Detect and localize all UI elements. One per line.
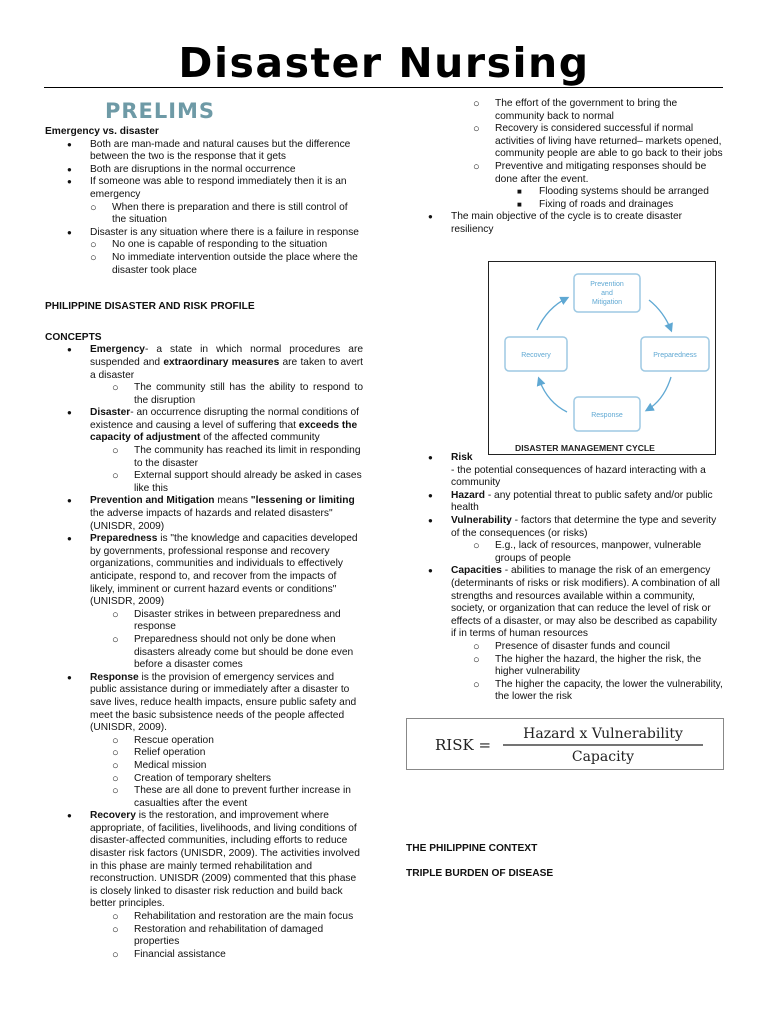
sub-list xyxy=(112,609,363,672)
list-item: ■ Fixing of roads and drainages xyxy=(517,199,724,212)
triple-burden-heading: TRIPLE BURDEN OF DISEASE xyxy=(406,868,554,879)
definition-vulnerability: ● Vulnerability - factors that determine the type and severity of the consequences (or risks) ○ E.g., lack of resources, manpower, vulnerable groups of people xyxy=(406,515,724,565)
sub-sub-list xyxy=(517,186,724,211)
formula-denominator: Capacity xyxy=(571,749,635,765)
sub-list xyxy=(473,641,724,704)
emergency-vs-disaster-list xyxy=(45,139,363,278)
cycle-arrow xyxy=(539,379,567,412)
risk-formula xyxy=(406,718,724,770)
definition-hazard: ● Hazard - any potential threat to public safety and/or public health xyxy=(406,490,724,515)
concept-disaster: ● Disaster- an occurrence disrupting the normal conditions of existence and causing a level of suffering that exceeds the capacity of adjustment of the affected community ○ The community has reached its limit in responding to the disaster ○ External support should already be asked in cases like this xyxy=(45,407,363,495)
right-column-definitions xyxy=(406,452,724,704)
sub-list xyxy=(112,382,363,407)
cycle-arrow xyxy=(647,377,671,410)
list-item: ○ Medical mission xyxy=(112,760,363,773)
definition-capacities: ● Capacities - abilities to manage the risk of an emergency (determinants of risks or risk modifiers). A combination of all strengths and resources available within a community, society, or organization that can reduce the level of risk or effects of a disaster, or may also be described as capability if in terms of human resources ○ Presence of disaster funds and council ○ The higher the hazard, the higher the risk, the higher vulnerability ○ The higher the capacity, the lower the vulnerability, the lower the risk xyxy=(406,565,724,704)
list-item: ○ These are all done to prevent further increase in casualties after the event xyxy=(112,785,363,810)
cycle-label-preparedness: Preparedness xyxy=(653,352,697,359)
formula-lhs: RISK = xyxy=(435,736,492,754)
list-item: ○ E.g., lack of resources, manpower, vulnerable groups of people xyxy=(473,540,724,565)
list-item: ● If someone was able to respond immediately then it is an emergency ○ When there is preparation and there is still control of the situation xyxy=(45,176,363,226)
concept-emergency: ● Emergency- a state in which normal procedures are suspended and extraordinary measures are taken to avert a disaster ○ The community still has the ability to respond to the disruption xyxy=(45,344,363,407)
cycle-arrow xyxy=(537,298,567,330)
list-item: ○ The higher the hazard, the higher the risk, the higher vulnerability xyxy=(473,654,724,679)
list-item: ○ The higher the capacity, the lower the vulnerability, the lower the risk xyxy=(473,679,724,704)
list-item: ○ The community has reached its limit in responding to the disaster xyxy=(112,445,363,470)
formula-numerator: Hazard x Vulnerability xyxy=(523,726,683,742)
document-title: Disaster Nursing xyxy=(178,39,590,87)
list-item: ○ Restoration and rehabilitation of damaged properties xyxy=(112,924,363,949)
title-divider xyxy=(44,87,723,88)
list-item: ○ When there is preparation and there is still control of the situation xyxy=(90,202,363,227)
list-item: ○ Financial assistance xyxy=(112,949,363,962)
cycle-label-recovery: Recovery xyxy=(521,352,551,359)
list-item: ○ No immediate intervention outside the place where the disaster took place xyxy=(90,252,363,277)
list-item: ■ Flooding systems should be arranged xyxy=(517,186,724,199)
objective-list xyxy=(406,211,724,236)
list-item: ○ External support should already be asked in cases like this xyxy=(112,470,363,495)
right-column-top xyxy=(406,98,724,237)
list-item: ○ The effort of the government to bring the community back to normal xyxy=(473,98,724,123)
list-item: ○ No one is capable of responding to the situation xyxy=(90,239,363,252)
cycle-caption: DISASTER MANAGEMENT CYCLE xyxy=(515,443,655,453)
list-item: ○ The community still has the ability to respond to the disruption xyxy=(112,382,363,407)
list-item: ● Both are man-made and natural causes but the difference between the two is the response that it gets xyxy=(45,139,363,164)
sub-list xyxy=(112,911,363,961)
cycle-svg xyxy=(489,262,715,454)
list-item: ○ Recovery is considered successful if normal activities of living have returned– markets opened, community people are able to go back to their jobs xyxy=(473,123,724,161)
cycle-label-prevention: Mitigation xyxy=(592,299,622,306)
cycle-arrow xyxy=(649,300,671,330)
concept-recovery: ● Recovery is the restoration, and improvement where appropriate, of facilities, livelihoods, and living conditions of disaster-affected communities, including efforts to reduce disaster risk factors (UNISDR, 2009). The activities involved in this phase are mainly termed rehabilitation and reconstruction. UNISDR (2009) commented that this phase is closely linked to disaster risk reduction and build back better principles. ○ Rehabilitation and restoration are the main focus ○ Restoration and rehabilitation of damaged properties ○ Financial assistance xyxy=(45,810,363,961)
concept-preparedness: ● Preparedness is "the knowledge and capacities developed by governments, professional response and recovery organizations, communities and individuals to effectively anticipate, respond to, and recover from the impacts of likely, imminent or current hazard events or conditions" (UNISDR, 2009) ○ Disaster strikes in between preparedness and response ○ Preparedness should not only be done when disasters already come but should be done even before a disaster comes xyxy=(45,533,363,672)
concepts-list xyxy=(45,344,363,961)
list-item: ○ Preparedness should not only be done when disasters already come but should be done even before a disaster comes xyxy=(112,634,363,672)
prelims-heading: PRELIMS xyxy=(104,99,216,123)
cycle-label-response: Response xyxy=(591,412,623,419)
sub-list xyxy=(473,540,724,565)
list-item: ○ Presence of disaster funds and council xyxy=(473,641,724,654)
sub-list xyxy=(90,202,363,227)
sub-list xyxy=(112,735,363,811)
philippine-context-heading: THE PHILIPPINE CONTEXT xyxy=(406,843,538,854)
list-item: ○ Disaster strikes in between preparedness and response xyxy=(112,609,363,634)
profile-heading: PHILIPPINE DISASTER AND RISK PROFILE xyxy=(45,301,255,313)
concept-response: ● Response is the provision of emergency services and public assistance during or immediately after a disaster to save lives, reduce health impacts, ensure public safety and meet the basic subsistence needs of the people affected (UNISDR, 2009). ○ Rescue operation ○ Relief operation ○ Medical mission ○ Creation of temporary shelters ○ These are all done to prevent further increase in casualties after the event xyxy=(45,672,363,811)
left-column xyxy=(45,98,363,961)
cycle-label-prevention: and xyxy=(601,290,613,297)
list-item: ○ Preventive and mitigating responses should be done after the event. ■ Flooding systems should be arranged ■ Fixing of roads and drainages xyxy=(473,161,724,211)
disaster-management-cycle-diagram xyxy=(488,261,716,455)
definitions-list xyxy=(406,452,724,704)
list-item: ○ Relief operation xyxy=(112,747,363,760)
concepts-heading: CONCEPTS xyxy=(45,331,102,343)
definition-risk: ● Risk - the potential consequences of hazard interacting with a community xyxy=(406,452,724,490)
emergency-vs-disaster-heading: Emergency vs. disaster xyxy=(45,126,159,137)
list-item: ● Both are disruptions in the normal occurrence xyxy=(45,164,363,177)
list-item: ● The main objective of the cycle is to create disaster resiliency xyxy=(406,211,724,236)
sub-list xyxy=(90,239,363,277)
sub-list xyxy=(112,445,363,495)
list-item: ○ Rehabilitation and restoration are the main focus xyxy=(112,911,363,924)
list-item: ○ Rescue operation xyxy=(112,735,363,748)
concept-prevention: ● Prevention and Mitigation means "lessening or limiting the adverse impacts of hazards and related disasters" (UNISDR, 2009) xyxy=(45,495,363,533)
cycle-label-prevention: Prevention xyxy=(590,281,624,288)
list-item: ● Disaster is any situation where there is a failure in response ○ No one is capable of responding to the situation ○ No immediate intervention outside the place where the disaster took place xyxy=(45,227,363,277)
recovery-continued-list xyxy=(473,98,724,211)
list-item: ○ Creation of temporary shelters xyxy=(112,773,363,786)
